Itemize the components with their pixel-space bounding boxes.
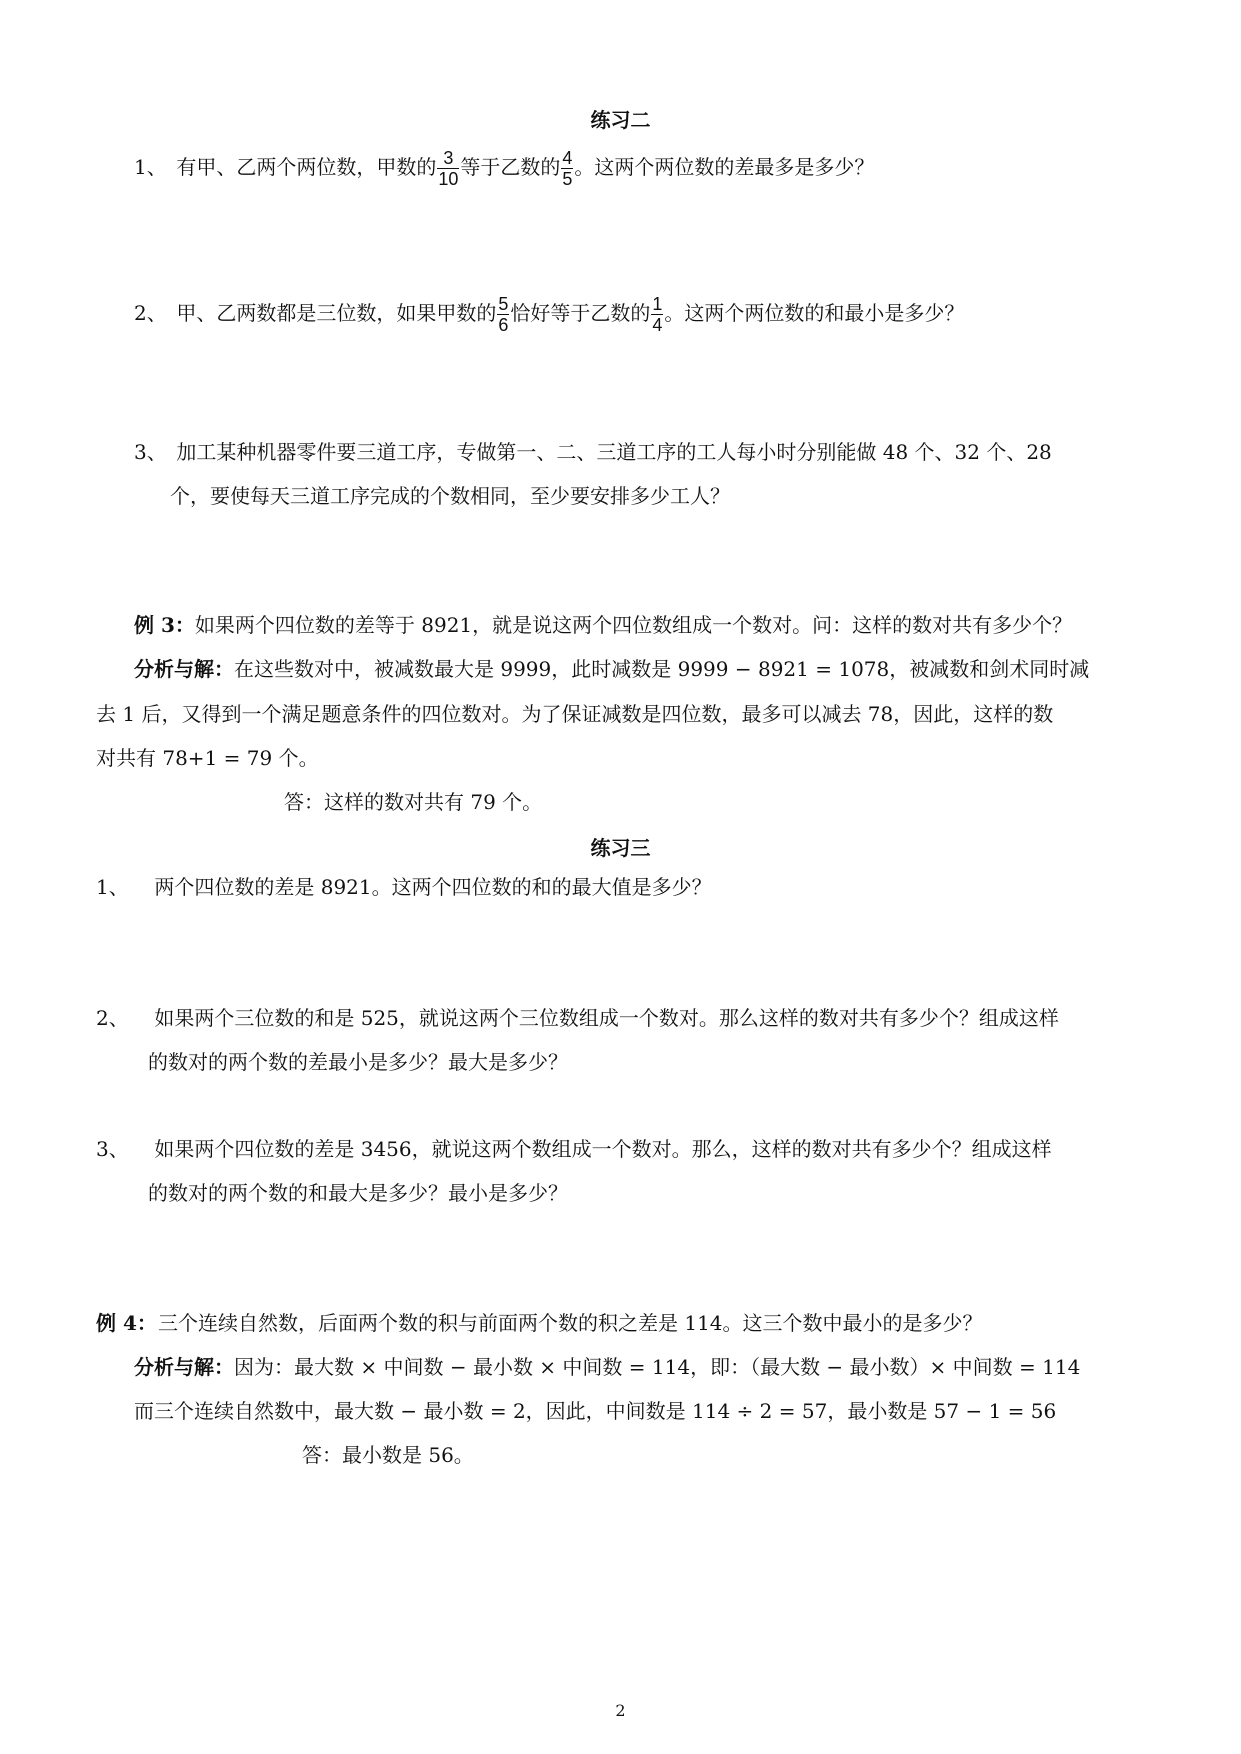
question-text: 。这两个两位数的差最多是多少？ xyxy=(574,155,875,179)
exercise3-question-1 xyxy=(96,875,712,899)
example-text: 三个连续自然数，后面两个数的积与前面两个数的积之差是 114。这三个数中最小的是多少？ xyxy=(158,1311,983,1335)
example3-analysis-line-3: 对共有 78+1 = 79 个。 xyxy=(96,746,319,770)
exercise3-question-2-continued: 的数对的两个数的差最小是多少？最大是多少？ xyxy=(148,1050,568,1074)
analysis-label: 分析与解： xyxy=(134,657,234,681)
question-text: 等于乙数的 xyxy=(460,155,561,179)
fraction xyxy=(561,148,573,189)
analysis-text: 在这些数对中，被减数最大是 9999，此时减数是 9999 − 8921 = 1078，被减数和剑术同时减 xyxy=(234,657,1090,681)
example3-question xyxy=(134,613,1072,637)
fraction xyxy=(437,148,459,189)
question-text: 两个四位数的差是 8921。这两个四位数的和的最大值是多少？ xyxy=(154,875,712,899)
question-text: 恰好等于乙数的 xyxy=(510,301,651,325)
example4-question xyxy=(96,1311,983,1335)
fraction-numerator: 5 xyxy=(498,294,509,314)
page-number: 2 xyxy=(615,1701,626,1720)
fraction-numerator: 4 xyxy=(562,148,573,168)
question-number: 2、 xyxy=(96,1006,129,1030)
fraction-numerator: 3 xyxy=(437,148,459,169)
example-label: 例 3： xyxy=(134,613,195,637)
question-number: 1、 xyxy=(96,875,129,899)
example4-analysis-line-2: 而三个连续自然数中，最大数 − 最小数 = 2，因此，中间数是 114 ÷ 2 = 57，最小数是 57 − 1 = 56 xyxy=(134,1399,1057,1423)
question-text: 如果两个三位数的和是 525，就说这两个三位数组成一个数对。那么这样的数对共有多少个？组成这样 xyxy=(154,1006,1059,1030)
example4-answer: 答：最小数是 56。 xyxy=(302,1443,474,1467)
question-number: 3、 xyxy=(134,440,167,464)
fraction-denominator: 5 xyxy=(562,169,573,189)
exercise2-question-1 xyxy=(134,148,874,189)
exercise2-question-2 xyxy=(134,294,964,335)
analysis-label: 分析与解： xyxy=(134,1355,234,1379)
exercise3-question-2 xyxy=(96,1006,1059,1030)
exercise2-title: 练习二 xyxy=(590,108,651,132)
example-text: 如果两个四位数的差等于 8921，就是说这两个四位数组成一个数对。问：这样的数对共有多少个？ xyxy=(194,613,1073,637)
example-label: 例 4： xyxy=(96,1311,157,1335)
exercise2-question-3 xyxy=(134,440,1052,464)
fraction-denominator: 10 xyxy=(438,169,459,189)
question-text: 有甲、乙两个两位数，甲数的 xyxy=(176,155,437,179)
exercise2-question-3-continued: 个，要使每天三道工序完成的个数相同，至少要安排多少工人？ xyxy=(170,484,730,508)
question-text: 加工某种机器零件要三道工序，专做第一、二、三道工序的工人每小时分别能做 48 个、32 个、28 xyxy=(176,440,1052,464)
example3-analysis xyxy=(134,657,1089,681)
exercise3-title: 练习三 xyxy=(590,836,651,860)
fraction-denominator: 6 xyxy=(498,315,509,335)
question-number: 1、 xyxy=(134,155,167,179)
exercise3-question-3-continued: 的数对的两个数的和最大是多少？最小是多少？ xyxy=(148,1181,568,1205)
question-text: 如果两个四位数的差是 3456，就说这两个数组成一个数对。那么，这样的数对共有多少个？组成这样 xyxy=(154,1137,1052,1161)
example3-answer: 答：这样的数对共有 79 个。 xyxy=(284,790,543,814)
question-number: 2、 xyxy=(134,301,167,325)
question-text: 甲、乙两数都是三位数，如果甲数的 xyxy=(176,301,497,325)
question-text: 。这两个两位数的和最小是多少？ xyxy=(664,301,965,325)
example4-analysis xyxy=(134,1355,1080,1379)
analysis-text: 因为：最大数 × 中间数 − 最小数 × 中间数 = 114，即：（最大数 − 最小数）× 中间数 = 114 xyxy=(234,1355,1081,1379)
exercise3-question-3 xyxy=(96,1137,1052,1161)
fraction xyxy=(651,294,663,335)
fraction-denominator: 4 xyxy=(652,315,663,335)
fraction xyxy=(497,294,509,335)
fraction-numerator: 1 xyxy=(652,294,663,314)
question-number: 3、 xyxy=(96,1137,129,1161)
example3-analysis-line-2: 去 1 后，又得到一个满足题意条件的四位数对。为了保证减数是四位数，最多可以减去 78，因此，这样的数 xyxy=(96,702,1054,726)
